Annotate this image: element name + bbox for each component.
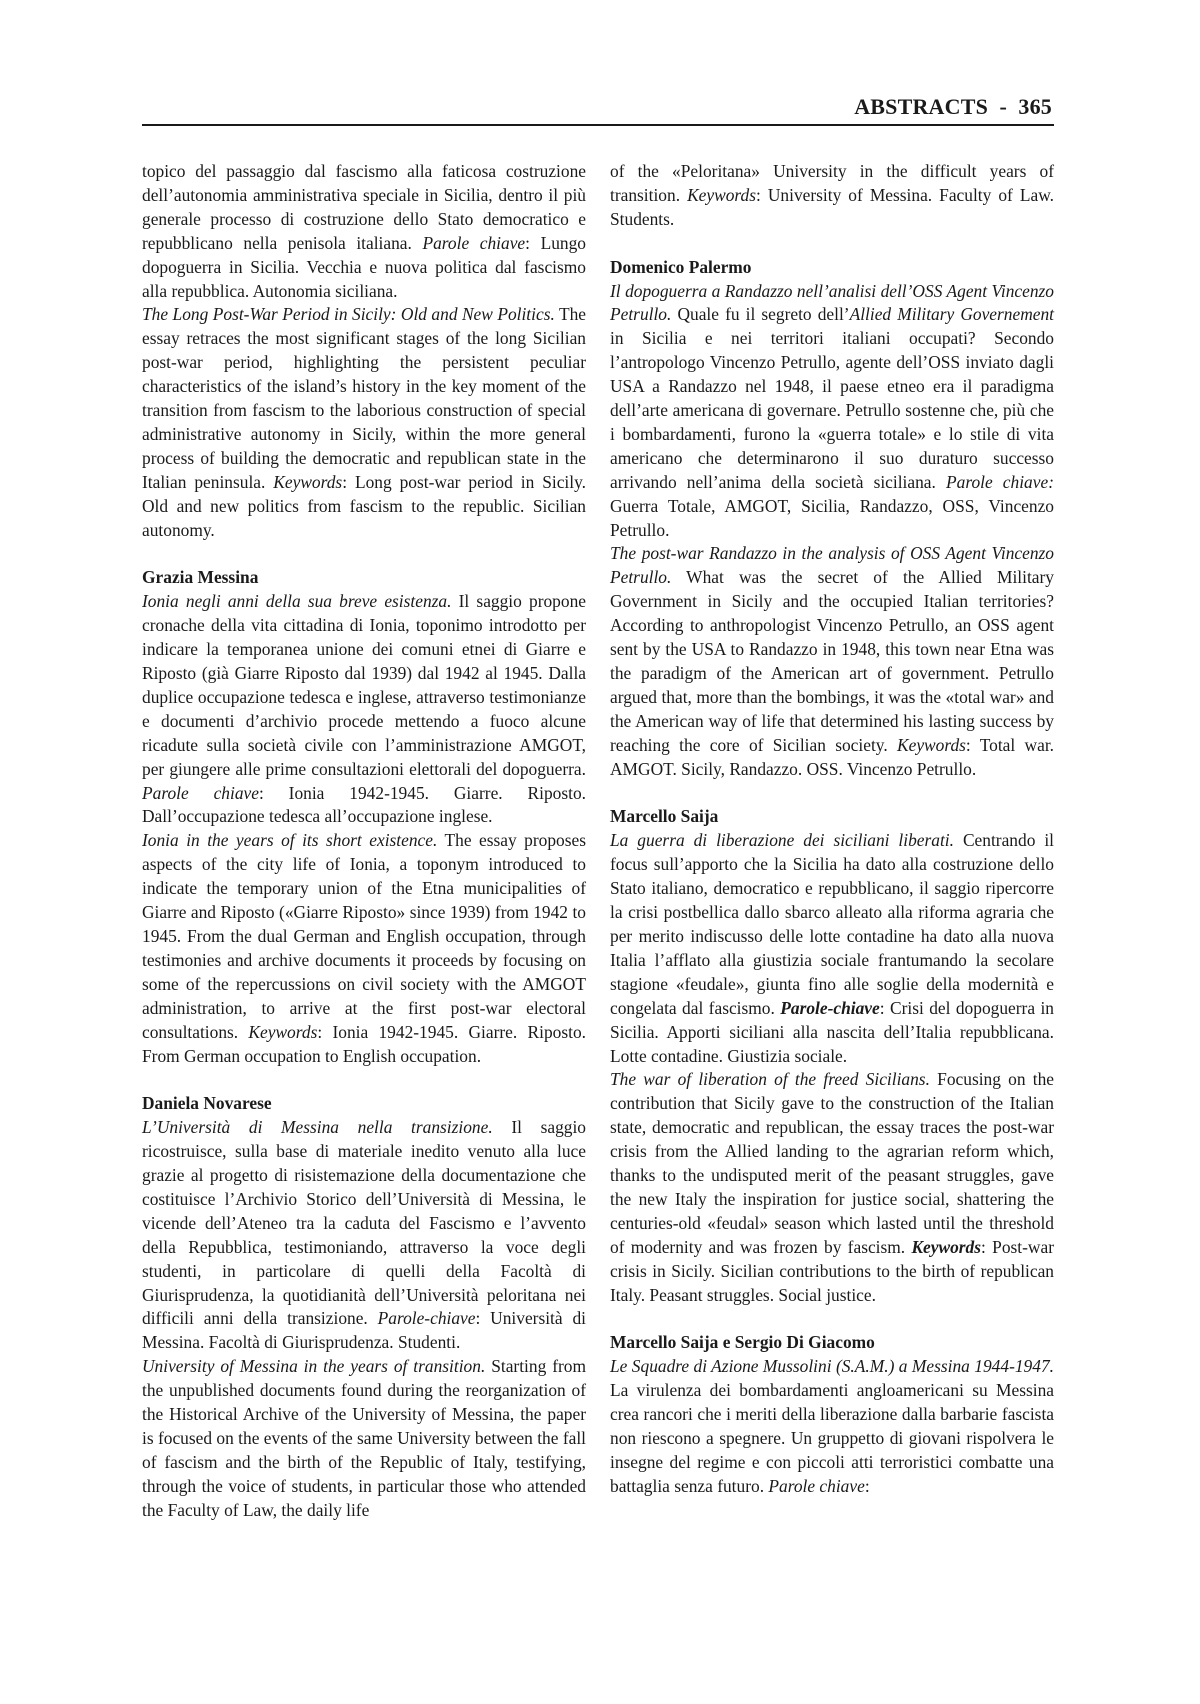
abstract-title-en: University of Messina in the years of transition. — [142, 1356, 486, 1377]
abstract-title-it: Le Squadre di Azione Mussolini (S.A.M.) a Messina 1944-1947. — [610, 1356, 1054, 1377]
keywords-label: Parole chiave — [768, 1475, 865, 1496]
abstract-entry-messina — [142, 566, 586, 1068]
keywords-label: Parole chiave — [142, 782, 259, 803]
keywords-text: : Ionia 1942-1945. Giarre. Riposto. Dall’occupazione tedesca all’occupazione inglese. — [142, 782, 586, 827]
keywords-text: : Crisi del dopoguerra in Sicilia. Apporti siciliani alla nascita dell’Italia repubblicana. Lotte contadine. Giustizia sociale. — [610, 997, 1054, 1066]
author-name: Marcello Saija e Sergio Di Giacomo — [610, 1332, 875, 1353]
abstract-title-it: L’Università di Messina nella transizione. — [142, 1117, 493, 1138]
abstract-title-it: La guerra di liberazione dei siciliani liberati. — [610, 830, 954, 851]
abstract-it — [610, 829, 1054, 1068]
abstract-it — [142, 590, 586, 829]
keywords-label: Keywords — [911, 1236, 982, 1257]
abstract-text: Il saggio ricostruisce, sulla base di materiale inedito venuto alla luce grazie al progetto di risistemazione della documentazione che costituisce l’Archivio Storico dell’Università di Messina, le vicende dell’Ateneo tra la caduta del Fascismo e l’avvento della Repubblica, testimoniando, attraverso la voce degli studenti, in particolare di quelli della Facoltà di Giurisprudenza, la quotidianità dell’Università peloritana nei difficili anni della transizione. — [142, 1117, 586, 1329]
keywords-text: : Long post-war period in Sicily. Old and new politics from fascism to the republic. Sicilian autonomy. — [142, 471, 586, 540]
abstract-title-en: The war of liberation of the freed Sicilians. — [610, 1069, 930, 1090]
abstract-title-en: The post-war Randazzo in the analysis of OSS Agent Vincenzo Petrullo. — [610, 543, 1054, 588]
running-head-text — [854, 94, 1052, 120]
right-column — [610, 160, 1054, 1523]
abstract-en — [610, 542, 1054, 781]
author-name: Domenico Palermo — [610, 256, 752, 277]
author-name: Marcello Saija — [610, 806, 719, 827]
abstract-it — [610, 1355, 1054, 1498]
abstract-continuation-it — [142, 160, 586, 303]
keywords-label: Parole chiave — [422, 232, 526, 253]
left-column — [142, 160, 586, 1547]
abstract-en — [610, 1068, 1054, 1307]
abstract-title-en: The Long Post-War Period in Sicily: Old and New Politics. — [142, 304, 555, 325]
abstract-it — [610, 280, 1054, 543]
abstract-text: in Sicilia e nei territori italiani occupati? Secondo l’antropologo Vincenzo Petrullo, agente dell’OSS inviato dagli USA a Randazzo nel 1948, il paese etneo era il paradigma dell’arte americana di governare. Petrullo sostenne che, più che i bombardamenti, furono la «guerra totale» e lo stile di vita americano che determinarono il suo duraturo successo arrivando nell’anima della società siciliana. — [610, 328, 1054, 492]
keywords-label: Keywords — [687, 184, 756, 205]
running-head — [142, 80, 1054, 126]
keywords-label: Parole-chiave — [377, 1308, 476, 1329]
keywords-text: Guerra Totale, AMGOT, Sicilia, Randazzo, OSS, Vincenzo Petrullo. — [610, 495, 1054, 540]
abstract-text: What was the secret of the Allied Military Government in Sicily and the occupied Italian territories? According to anthropologist Vincenzo Petrullo, an OSS agent sent by the USA to Randazzo in 1948, this town near Etna was the paradigm of the American art of government. Petrullo argued that, more than the bombings, it was the «total war» and the American way of life that determined his lasting success by reaching the core of Sicilian society. — [610, 567, 1054, 755]
keywords-label: Parole chiave: — [946, 471, 1054, 492]
keywords-text: : — [864, 1475, 870, 1496]
abstract-en — [142, 1355, 586, 1522]
abstract-title-it: Il dopoguerra a Randazzo nell’analisi dell’OSS Agent Vincenzo Petrullo. — [610, 280, 1054, 325]
keywords-text: : Università di Messina. Facoltà di Giurisprudenza. Studenti. — [142, 1308, 586, 1353]
abstract-entry-saija-digiacomo — [610, 1331, 1054, 1498]
keywords-label: Keywords — [897, 734, 966, 755]
abstract-text: of the «Peloritana» University in the difficult years of transition. — [610, 161, 1054, 205]
abstract-text: The essay retraces the most significant stages of the long Sicilian post-war period, highlighting the persistent peculiar characteristics of the island’s history in the key moment of the transition from fascism to the laborious construction of special administrative autonomy in Sicily, within the more general process of building the democratic and republican state in the Italian peninsula. — [142, 304, 586, 492]
abstract-text: topico del passaggio dal fascismo alla faticosa costruzione dell’autonomia amministrativa speciale in Sicilia, dentro il più generale processo di costruzione dello Stato democratico e repubblicano nella penisola italiana. — [142, 161, 586, 253]
abstract-en — [142, 829, 586, 1068]
abstract-text: La virulenza dei bombardamenti angloamericani su Messina crea rancori che i meriti della liberazione dalla barbarie fascista non riescono a spegnere. Un gruppetto di giovani rispolvera le insegne del regime e con piccoli atti terroristici combatte una battaglia senza futuro. — [610, 1380, 1054, 1496]
abstract-title-it: Ionia negli anni della sua breve esistenza. — [142, 591, 452, 612]
keywords-text: : Post-war crisis in Sicily. Sicilian contributions to the birth of republican Italy. Peasant struggles. Social justice. — [610, 1236, 1054, 1305]
abstract-text: Centrando il focus sull’apporto che la Sicilia ha dato alla costruzione dello Stato italiano, democratico e repubblicano, il saggio ripercorre la crisi postbellica dallo sbarco alleato alla riforma agraria che per merito indiscusso delle lotte contadine ha dato alla nuova Italia l’afflato alla giustizia sociale frantumando la secolare stagione «feudale», giunta fino alle soglie della modernità e congelata dal fascismo. — [610, 830, 1054, 1018]
abstract-text: Il saggio propone cronache della vita cittadina di Ionia, toponimo introdotto per indicare la temporanea unione dei comuni etnei di Giarre e Riposto (già Giarre Riposto dal 1939) dal 1942 al 1945. Dalla duplice occupazione tedesca e inglese, attraverso testimonianze e documenti d’archivio procede mettendo a fuoco alcune ricadute sulla società civile con l’amministrazione AMGOT, per giungere alle prime consultazioni elettorali del dopoguerra. — [142, 591, 586, 779]
keywords-text: : Lungo dopoguerra in Sicilia. Vecchia e nuova politica dal fascismo alla repubblica. Autonomia siciliana. — [142, 232, 586, 301]
keywords-label: Parole-chiave — [780, 997, 880, 1018]
page-number: 365 — [1018, 94, 1052, 119]
abstract-text: Starting from the unpublished documents found during the reorganization of the Historical Archive of the University of Messina, the paper is focused on the events of the same University between the fall of fascism and the birth of the Republic of Italy, testifying, through the voice of students, in particular those who attended the Faculty of Law, the daily life — [142, 1356, 586, 1520]
abstract-text: Quale fu il segreto dell’ — [671, 304, 850, 325]
abstract-entry-palermo — [610, 256, 1054, 782]
author-name: Daniela Novarese — [142, 1093, 272, 1114]
abstract-continuation-en — [610, 160, 1054, 232]
abstract-entry-novarese — [142, 1092, 586, 1522]
keywords-label: Keywords — [273, 471, 343, 492]
author-name: Grazia Messina — [142, 567, 259, 588]
abstract-text-italic: Allied Military Governement — [849, 304, 1054, 325]
section-title: ABSTRACTS — [854, 94, 989, 119]
header-separator: - — [999, 94, 1007, 119]
abstract-continuation-en — [142, 303, 586, 542]
keywords-text: : Total war. AMGOT. Sicily, Randazzo. OSS. Vincenzo Petrullo. — [610, 734, 1055, 779]
abstract-text: Focusing on the contribution that Sicily gave to the construction of the Italian state, democratic and republican, the essay traces the post-war crisis from the Allied landing to the agrarian reform which, thanks to the undisputed merit of the peasant struggles, gave the new Italy the inspiration for justice social, shattering the centuries-old «feudal» season which lasted until the threshold of modernity and was frozen by fascism. — [610, 1069, 1055, 1257]
keywords-text: : Ionia 1942-1945. Giarre. Riposto. From German occupation to English occupation. — [142, 1021, 586, 1066]
keywords-label: Keywords — [248, 1021, 318, 1042]
abstract-text: The essay proposes aspects of the city life of Ionia, a toponym introduced to indicate the temporary union of the Etna municipalities of Giarre and Riposto («Giarre Riposto» since 1939) from 1942 to 1945. From the dual German and English occupation, through testimonies and archive documents it proceeds by focusing on some of the repercussions on civil society with the AMGOT administration, to arrive at the first post-war electoral consultations. — [142, 830, 586, 1042]
keywords-text: : University of Messina. Faculty of Law. Students. — [610, 184, 1054, 229]
abstract-entry-saija — [610, 805, 1054, 1307]
abstract-title-en: Ionia in the years of its short existence. — [142, 830, 438, 851]
abstract-it — [142, 1116, 586, 1355]
